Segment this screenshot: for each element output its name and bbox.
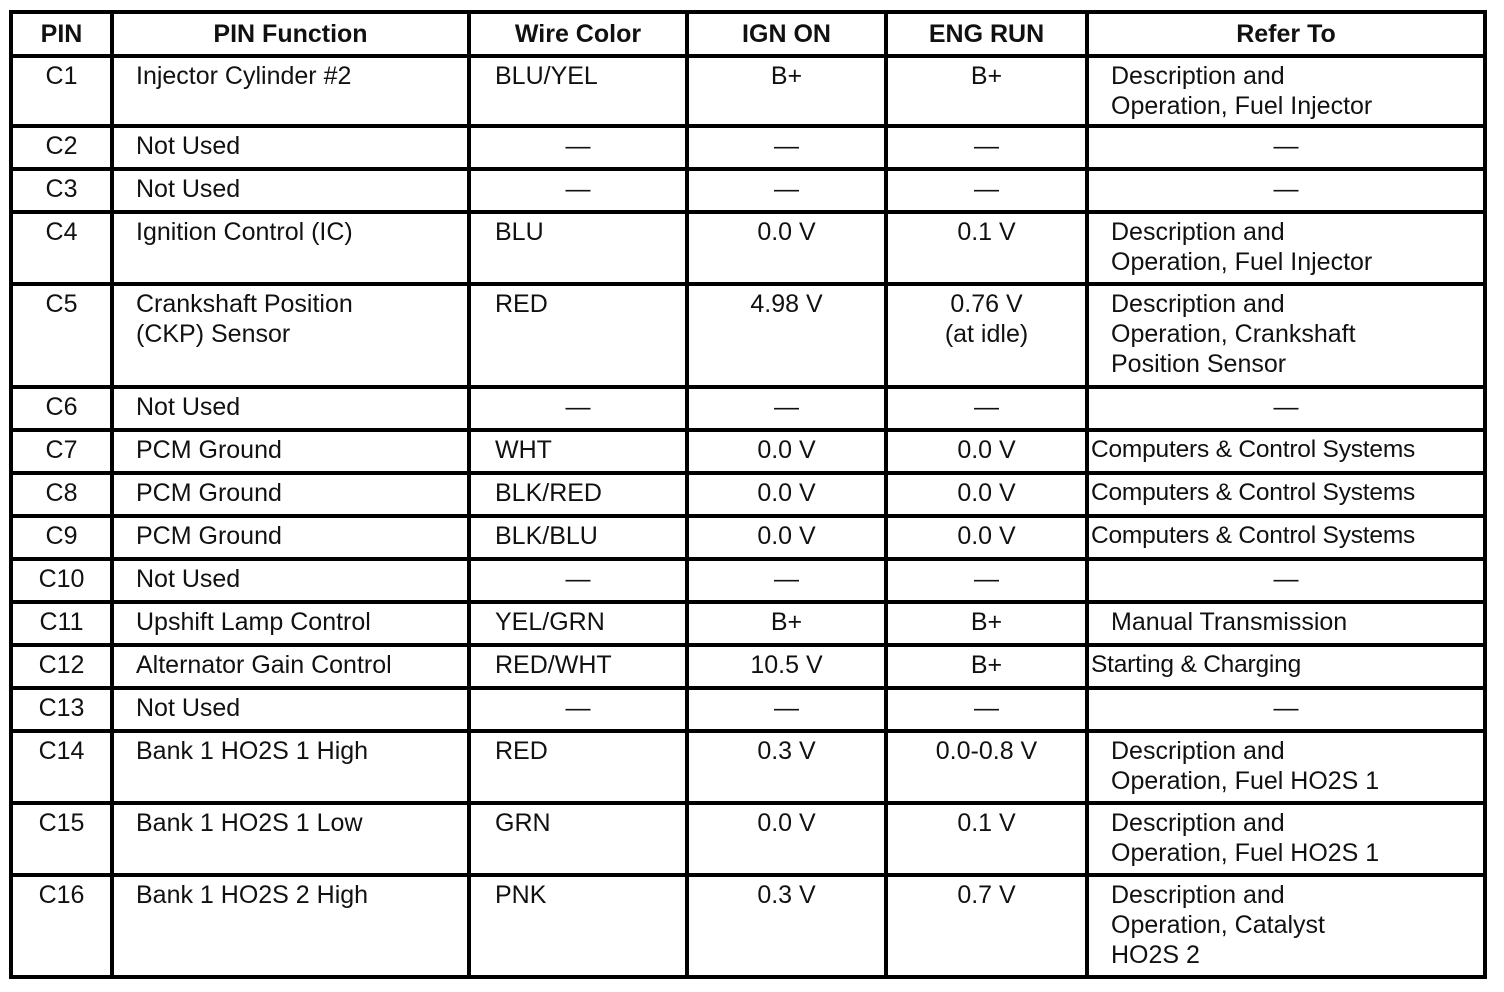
pin-function-cell bbox=[112, 602, 469, 645]
eng-run-cell bbox=[886, 126, 1087, 169]
refer-to-cell bbox=[1087, 559, 1485, 602]
pin-cell: C5 bbox=[11, 284, 112, 387]
refer-to-line: — bbox=[1273, 565, 1299, 593]
refer-to-line: Operation, Catalyst bbox=[1111, 911, 1325, 939]
header-wire-color: Wire Color bbox=[469, 12, 687, 56]
ign-on-cell bbox=[687, 559, 886, 602]
eng-run-line: — bbox=[974, 565, 999, 593]
eng-run-line: 0.1 V bbox=[957, 809, 1016, 837]
wire-color-cell: BLU/YEL bbox=[469, 56, 687, 126]
refer-to-line: Operation, Crankshaft bbox=[1111, 320, 1356, 348]
table-row bbox=[11, 731, 1485, 803]
eng-run-line: — bbox=[974, 175, 999, 203]
wire-color-cell: BLK/BLU bbox=[469, 516, 687, 559]
pin-function-cell bbox=[112, 169, 469, 212]
pin-function-cell bbox=[112, 387, 469, 430]
refer-to-line: Operation, Fuel Injector bbox=[1111, 248, 1373, 276]
eng-run-line: (at idle) bbox=[944, 320, 1029, 348]
eng-run-cell bbox=[886, 516, 1087, 559]
pin-function-line: Bank 1 HO2S 1 Low bbox=[136, 809, 363, 837]
pin-cell: C16 bbox=[11, 875, 112, 977]
table-row bbox=[11, 688, 1485, 731]
ign-on-line: — bbox=[774, 175, 799, 203]
wire-color-cell: PNK bbox=[469, 875, 687, 977]
table-row bbox=[11, 430, 1485, 473]
refer-to-cell bbox=[1087, 169, 1485, 212]
pin-function-line: Upshift Lamp Control bbox=[136, 608, 371, 636]
refer-to-cell bbox=[1087, 126, 1485, 169]
ign-on-cell bbox=[687, 387, 886, 430]
ign-on-cell bbox=[687, 803, 886, 875]
ign-on-line: 0.0 V bbox=[757, 809, 816, 837]
pin-function-cell bbox=[112, 516, 469, 559]
pin-function-line: PCM Ground bbox=[136, 522, 282, 550]
eng-run-line: 0.7 V bbox=[957, 881, 1016, 909]
wire-color-cell: — bbox=[469, 169, 687, 212]
refer-to-line: Position Sensor bbox=[1111, 350, 1287, 378]
refer-to-line: Computers & Control Systems bbox=[1091, 522, 1416, 549]
wire-color-cell: — bbox=[469, 559, 687, 602]
refer-to-line: — bbox=[1273, 132, 1299, 160]
table-row bbox=[11, 212, 1485, 284]
wire-color-cell: — bbox=[469, 126, 687, 169]
ign-on-cell bbox=[687, 284, 886, 387]
pin-cell: C7 bbox=[11, 430, 112, 473]
table-row bbox=[11, 875, 1485, 977]
refer-to-cell bbox=[1087, 473, 1485, 516]
pin-cell: C13 bbox=[11, 688, 112, 731]
eng-run-cell bbox=[886, 688, 1087, 731]
refer-to-line: Starting & Charging bbox=[1091, 651, 1302, 678]
header-eng-run: ENG RUN bbox=[886, 12, 1087, 56]
ign-on-line: B+ bbox=[770, 608, 803, 636]
refer-to-cell bbox=[1087, 875, 1485, 977]
pin-function-cell bbox=[112, 473, 469, 516]
ign-on-line: 0.0 V bbox=[757, 522, 816, 550]
eng-run-line: 0.0 V bbox=[957, 522, 1016, 550]
ign-on-cell bbox=[687, 688, 886, 731]
eng-run-cell bbox=[886, 169, 1087, 212]
table-row bbox=[11, 473, 1485, 516]
ign-on-line: B+ bbox=[770, 62, 803, 90]
eng-run-cell bbox=[886, 731, 1087, 803]
eng-run-cell bbox=[886, 559, 1087, 602]
table-row bbox=[11, 126, 1485, 169]
pin-function-line: PCM Ground bbox=[136, 436, 282, 464]
wire-color-cell: RED bbox=[469, 731, 687, 803]
refer-to-line: Operation, Fuel Injector bbox=[1111, 92, 1373, 120]
eng-run-cell bbox=[886, 645, 1087, 688]
pin-function-line: Ignition Control (IC) bbox=[136, 218, 353, 246]
eng-run-line: 0.0 V bbox=[957, 479, 1016, 507]
refer-to-line: Description and bbox=[1111, 809, 1285, 837]
pin-cell: C2 bbox=[11, 126, 112, 169]
refer-to-cell bbox=[1087, 688, 1485, 731]
refer-to-line: Description and bbox=[1111, 62, 1285, 90]
pin-function-line: Alternator Gain Control bbox=[136, 651, 392, 679]
pin-function-cell bbox=[112, 688, 469, 731]
eng-run-cell bbox=[886, 56, 1087, 126]
pin-table bbox=[9, 10, 1487, 979]
pin-cell: C10 bbox=[11, 559, 112, 602]
eng-run-line: B+ bbox=[970, 62, 1003, 90]
header-refer-to: Refer To bbox=[1087, 12, 1485, 56]
eng-run-cell bbox=[886, 602, 1087, 645]
pin-cell: C8 bbox=[11, 473, 112, 516]
eng-run-line: 0.0-0.8 V bbox=[935, 737, 1038, 765]
pin-function-line: Bank 1 HO2S 2 High bbox=[136, 881, 369, 909]
eng-run-cell bbox=[886, 473, 1087, 516]
refer-to-line: Operation, Fuel HO2S 1 bbox=[1111, 839, 1380, 867]
eng-run-line: 0.0 V bbox=[957, 436, 1016, 464]
ign-on-line: — bbox=[774, 565, 799, 593]
table-row bbox=[11, 516, 1485, 559]
pin-cell: C11 bbox=[11, 602, 112, 645]
wire-color-cell: RED/WHT bbox=[469, 645, 687, 688]
refer-to-line: Description and bbox=[1111, 218, 1285, 246]
eng-run-cell bbox=[886, 387, 1087, 430]
header-pin-function: PIN Function bbox=[112, 12, 469, 56]
refer-to-cell bbox=[1087, 212, 1485, 284]
pin-function-cell bbox=[112, 284, 469, 387]
ign-on-line: — bbox=[774, 393, 799, 421]
ign-on-cell bbox=[687, 473, 886, 516]
wire-color-cell: WHT bbox=[469, 430, 687, 473]
table-row bbox=[11, 169, 1485, 212]
pin-cell: C9 bbox=[11, 516, 112, 559]
pin-cell: C4 bbox=[11, 212, 112, 284]
eng-run-line: 0.1 V bbox=[957, 218, 1016, 246]
pin-cell: C1 bbox=[11, 56, 112, 126]
ign-on-line: — bbox=[774, 694, 799, 722]
table-row bbox=[11, 559, 1485, 602]
pin-table-container bbox=[9, 10, 1487, 979]
eng-run-line: — bbox=[974, 393, 999, 421]
refer-to-line: — bbox=[1273, 694, 1299, 722]
ign-on-cell bbox=[687, 645, 886, 688]
refer-to-cell bbox=[1087, 731, 1485, 803]
table-row bbox=[11, 803, 1485, 875]
pin-function-line: Bank 1 HO2S 1 High bbox=[136, 737, 369, 765]
table-row bbox=[11, 284, 1485, 387]
pin-function-cell bbox=[112, 56, 469, 126]
refer-to-line: — bbox=[1273, 175, 1299, 203]
refer-to-cell bbox=[1087, 56, 1485, 126]
ign-on-cell bbox=[687, 212, 886, 284]
pin-function-line: Not Used bbox=[136, 694, 241, 722]
wire-color-cell: BLK/RED bbox=[469, 473, 687, 516]
wire-color-cell: YEL/GRN bbox=[469, 602, 687, 645]
refer-to-line: HO2S 2 bbox=[1111, 941, 1200, 969]
ign-on-line: 0.0 V bbox=[757, 218, 816, 246]
pin-function-line: (CKP) Sensor bbox=[136, 320, 291, 348]
wire-color-cell: — bbox=[469, 688, 687, 731]
ign-on-cell bbox=[687, 169, 886, 212]
pin-cell: C3 bbox=[11, 169, 112, 212]
ign-on-cell bbox=[687, 126, 886, 169]
table-row bbox=[11, 387, 1485, 430]
pin-function-cell bbox=[112, 731, 469, 803]
ign-on-line: 10.5 V bbox=[750, 651, 823, 679]
eng-run-cell bbox=[886, 284, 1087, 387]
pin-cell: C6 bbox=[11, 387, 112, 430]
ign-on-cell bbox=[687, 731, 886, 803]
ign-on-line: — bbox=[774, 132, 799, 160]
wire-color-cell: RED bbox=[469, 284, 687, 387]
wire-color-cell: — bbox=[469, 387, 687, 430]
table-row bbox=[11, 602, 1485, 645]
ign-on-line: 0.3 V bbox=[757, 737, 816, 765]
refer-to-line: Description and bbox=[1111, 290, 1285, 318]
ign-on-cell bbox=[687, 516, 886, 559]
eng-run-line: B+ bbox=[970, 608, 1003, 636]
pin-function-cell bbox=[112, 559, 469, 602]
eng-run-cell bbox=[886, 212, 1087, 284]
ign-on-line: 0.3 V bbox=[757, 881, 816, 909]
pin-function-cell bbox=[112, 645, 469, 688]
eng-run-line: B+ bbox=[970, 651, 1003, 679]
pin-function-cell bbox=[112, 430, 469, 473]
pin-function-line: Not Used bbox=[136, 175, 241, 203]
ign-on-cell bbox=[687, 430, 886, 473]
ign-on-cell bbox=[687, 875, 886, 977]
table-row bbox=[11, 56, 1485, 126]
refer-to-line: Description and bbox=[1111, 737, 1285, 765]
ign-on-line: 4.98 V bbox=[750, 290, 823, 318]
refer-to-cell bbox=[1087, 516, 1485, 559]
wire-color-cell: GRN bbox=[469, 803, 687, 875]
eng-run-cell bbox=[886, 803, 1087, 875]
pin-function-cell bbox=[112, 126, 469, 169]
eng-run-line: — bbox=[974, 132, 999, 160]
table-row bbox=[11, 645, 1485, 688]
table-body bbox=[11, 56, 1485, 977]
refer-to-cell bbox=[1087, 803, 1485, 875]
pin-cell: C14 bbox=[11, 731, 112, 803]
pin-cell: C12 bbox=[11, 645, 112, 688]
pin-function-cell bbox=[112, 875, 469, 977]
wire-color-cell: BLU bbox=[469, 212, 687, 284]
refer-to-cell bbox=[1087, 430, 1485, 473]
refer-to-line: — bbox=[1273, 393, 1299, 421]
refer-to-line: Computers & Control Systems bbox=[1091, 479, 1416, 506]
pin-function-line: Not Used bbox=[136, 393, 241, 421]
ign-on-cell bbox=[687, 602, 886, 645]
refer-to-cell bbox=[1087, 284, 1485, 387]
ign-on-cell bbox=[687, 56, 886, 126]
header-row bbox=[11, 12, 1485, 56]
pin-function-line: Not Used bbox=[136, 565, 241, 593]
pin-function-line: Crankshaft Position bbox=[136, 290, 353, 318]
pin-cell: C15 bbox=[11, 803, 112, 875]
pin-function-cell bbox=[112, 212, 469, 284]
eng-run-cell bbox=[886, 430, 1087, 473]
pin-function-line: PCM Ground bbox=[136, 479, 282, 507]
pin-function-line: Injector Cylinder #2 bbox=[136, 62, 352, 90]
pin-function-cell bbox=[112, 803, 469, 875]
ign-on-line: 0.0 V bbox=[757, 479, 816, 507]
refer-to-cell bbox=[1087, 602, 1485, 645]
refer-to-line: Operation, Fuel HO2S 1 bbox=[1111, 767, 1380, 795]
eng-run-line: — bbox=[974, 694, 999, 722]
eng-run-line: 0.76 V bbox=[950, 290, 1023, 318]
eng-run-cell bbox=[886, 875, 1087, 977]
refer-to-line: Computers & Control Systems bbox=[1091, 436, 1416, 463]
header-ign-on: IGN ON bbox=[687, 12, 886, 56]
refer-to-cell bbox=[1087, 645, 1485, 688]
refer-to-line: Description and bbox=[1111, 881, 1285, 909]
refer-to-cell bbox=[1087, 387, 1485, 430]
ign-on-line: 0.0 V bbox=[757, 436, 816, 464]
header-pin: PIN bbox=[11, 12, 112, 56]
pin-function-line: Not Used bbox=[136, 132, 241, 160]
refer-to-line: Manual Transmission bbox=[1111, 608, 1348, 636]
